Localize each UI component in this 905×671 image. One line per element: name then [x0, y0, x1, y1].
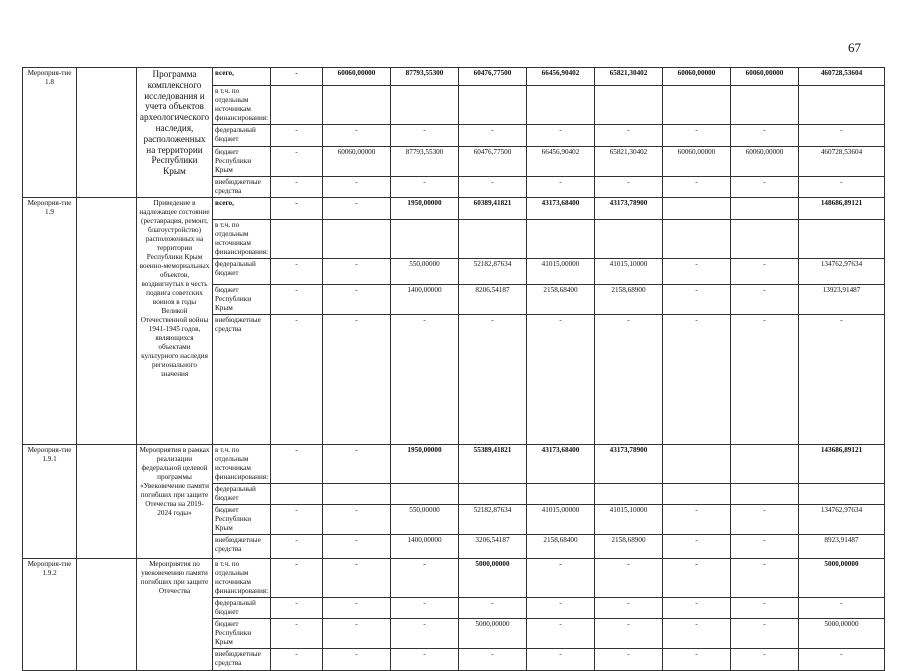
- measure-code: Мероприя-тие 1.9: [23, 198, 77, 445]
- table-row: [23, 68, 885, 86]
- amount-cell: -: [271, 68, 323, 86]
- measure-name: Программа комплексного исследования и учета объектов археологического наследия, расположенных на территории Республики Крым: [137, 68, 213, 198]
- amount-cell: -: [731, 315, 799, 445]
- amount-cell: -: [595, 177, 663, 198]
- funding-source: федеральный бюджет: [213, 125, 271, 147]
- amount-cell: [799, 220, 885, 259]
- amount-cell: -: [663, 559, 731, 598]
- amount-cell: -: [323, 649, 391, 671]
- amount-cell: -: [459, 315, 527, 445]
- amount-cell: 1950,00000: [391, 198, 459, 220]
- funding-source: бюджет Республики Крым: [213, 619, 271, 649]
- amount-cell: -: [391, 125, 459, 147]
- amount-cell: [323, 86, 391, 125]
- amount-cell: [731, 220, 799, 259]
- amount-cell: -: [663, 125, 731, 147]
- amount-cell: -: [271, 125, 323, 147]
- amount-cell: 65821,30402: [595, 147, 663, 177]
- amount-cell: 43173,78900: [595, 198, 663, 220]
- empty-cell: [77, 445, 137, 559]
- funding-source: внебюджетные средства: [213, 315, 271, 445]
- amount-cell: [271, 220, 323, 259]
- amount-cell: -: [323, 198, 391, 220]
- amount-cell: -: [663, 598, 731, 619]
- page-number: 67: [848, 40, 861, 55]
- measure-name: Мероприятия по увековечению памяти погибших при защите Отечества: [137, 559, 213, 671]
- amount-cell: -: [731, 649, 799, 671]
- amount-cell: 43173,78900: [595, 445, 663, 484]
- amount-cell: [459, 484, 527, 505]
- amount-cell: 52182,87634: [459, 259, 527, 285]
- amount-cell: -: [459, 177, 527, 198]
- amount-cell: -: [527, 619, 595, 649]
- amount-cell: 134762,97634: [799, 259, 885, 285]
- table-row: [23, 445, 885, 484]
- amount-cell: [271, 484, 323, 505]
- amount-cell: -: [323, 445, 391, 484]
- amount-cell: 1400,00000: [391, 285, 459, 315]
- amount-cell: 60476,77500: [459, 147, 527, 177]
- amount-cell: -: [323, 177, 391, 198]
- amount-cell: [459, 86, 527, 125]
- funding-source: бюджет Республики Крым: [213, 285, 271, 315]
- amount-cell: -: [391, 177, 459, 198]
- amount-cell: [663, 445, 731, 484]
- table-row: [23, 198, 885, 220]
- amount-cell: [663, 484, 731, 505]
- amount-cell: 60060,00000: [323, 147, 391, 177]
- amount-cell: -: [731, 535, 799, 559]
- amount-cell: 13923,91487: [799, 285, 885, 315]
- amount-cell: -: [391, 559, 459, 598]
- amount-cell: -: [527, 125, 595, 147]
- amount-cell: [663, 220, 731, 259]
- amount-cell: -: [271, 315, 323, 445]
- amount-cell: 5000,00000: [459, 559, 527, 598]
- amount-cell: [271, 86, 323, 125]
- amount-cell: -: [391, 315, 459, 445]
- amount-cell: -: [595, 125, 663, 147]
- amount-cell: 87793,55300: [391, 68, 459, 86]
- budget-table: [22, 67, 885, 671]
- amount-cell: -: [595, 598, 663, 619]
- funding-source: внебюджетные средства: [213, 535, 271, 559]
- empty-cell: [77, 198, 137, 445]
- amount-cell: -: [323, 535, 391, 559]
- amount-cell: -: [459, 649, 527, 671]
- amount-cell: 52182,87634: [459, 505, 527, 535]
- amount-cell: -: [459, 125, 527, 147]
- measure-code: Мероприя-тие 1.9.1: [23, 445, 77, 559]
- amount-cell: 143686,89121: [799, 445, 885, 484]
- amount-cell: 134762,97634: [799, 505, 885, 535]
- amount-cell: 148686,89121: [799, 198, 885, 220]
- amount-cell: 43173,68400: [527, 198, 595, 220]
- amount-cell: -: [663, 649, 731, 671]
- amount-cell: -: [271, 559, 323, 598]
- amount-cell: 2158,68900: [595, 535, 663, 559]
- amount-cell: -: [595, 315, 663, 445]
- funding-source: федеральный бюджет: [213, 484, 271, 505]
- amount-cell: 2158,68900: [595, 285, 663, 315]
- amount-cell: [323, 220, 391, 259]
- amount-cell: 550,00000: [391, 259, 459, 285]
- amount-cell: -: [271, 535, 323, 559]
- amount-cell: -: [663, 285, 731, 315]
- amount-cell: [527, 484, 595, 505]
- amount-cell: [391, 220, 459, 259]
- amount-cell: [595, 220, 663, 259]
- amount-cell: -: [271, 619, 323, 649]
- amount-cell: -: [731, 505, 799, 535]
- amount-cell: -: [391, 649, 459, 671]
- amount-cell: -: [323, 125, 391, 147]
- amount-cell: 60060,00000: [663, 147, 731, 177]
- funding-source: в т.ч. по отдельным источникам финансирования:: [213, 86, 271, 125]
- amount-cell: [595, 484, 663, 505]
- funding-source: всего,: [213, 198, 271, 220]
- amount-cell: -: [323, 259, 391, 285]
- amount-cell: [391, 484, 459, 505]
- amount-cell: -: [731, 598, 799, 619]
- amount-cell: 66456,90402: [527, 147, 595, 177]
- amount-cell: -: [527, 559, 595, 598]
- funding-source: федеральный бюджет: [213, 598, 271, 619]
- amount-cell: 60389,41821: [459, 198, 527, 220]
- amount-cell: 8206,54187: [459, 285, 527, 315]
- amount-cell: [527, 86, 595, 125]
- amount-cell: 60060,00000: [663, 68, 731, 86]
- amount-cell: 43173,68400: [527, 445, 595, 484]
- amount-cell: [799, 86, 885, 125]
- amount-cell: -: [595, 559, 663, 598]
- amount-cell: -: [527, 315, 595, 445]
- amount-cell: 87793,55300: [391, 147, 459, 177]
- amount-cell: -: [663, 315, 731, 445]
- amount-cell: -: [799, 315, 885, 445]
- funding-source: в т.ч. по отдельным источникам финансирования:: [213, 559, 271, 598]
- amount-cell: -: [527, 649, 595, 671]
- amount-cell: -: [731, 285, 799, 315]
- amount-cell: -: [271, 198, 323, 220]
- amount-cell: -: [595, 619, 663, 649]
- amount-cell: [731, 86, 799, 125]
- funding-source: внебюджетные средства: [213, 177, 271, 198]
- empty-cell: [77, 559, 137, 671]
- amount-cell: -: [731, 559, 799, 598]
- amount-cell: [663, 86, 731, 125]
- amount-cell: 8923,91487: [799, 535, 885, 559]
- amount-cell: 41015,10000: [595, 505, 663, 535]
- amount-cell: -: [799, 598, 885, 619]
- amount-cell: -: [271, 147, 323, 177]
- amount-cell: [731, 484, 799, 505]
- funding-source: бюджет Республики Крым: [213, 147, 271, 177]
- amount-cell: -: [799, 125, 885, 147]
- amount-cell: -: [527, 598, 595, 619]
- amount-cell: 66456,90402: [527, 68, 595, 86]
- amount-cell: -: [271, 505, 323, 535]
- amount-cell: 5000,00000: [799, 559, 885, 598]
- amount-cell: -: [323, 598, 391, 619]
- amount-cell: 460728,53604: [799, 68, 885, 86]
- amount-cell: -: [731, 259, 799, 285]
- amount-cell: -: [731, 177, 799, 198]
- amount-cell: -: [323, 505, 391, 535]
- amount-cell: [663, 198, 731, 220]
- amount-cell: [731, 445, 799, 484]
- amount-cell: 41015,00000: [527, 259, 595, 285]
- amount-cell: 1950,00000: [391, 445, 459, 484]
- amount-cell: 41015,10000: [595, 259, 663, 285]
- funding-source: всего,: [213, 68, 271, 86]
- amount-cell: -: [271, 445, 323, 484]
- amount-cell: -: [271, 259, 323, 285]
- amount-cell: 55389,41821: [459, 445, 527, 484]
- amount-cell: [323, 484, 391, 505]
- amount-cell: -: [731, 125, 799, 147]
- table-row: [23, 559, 885, 598]
- funding-source: в т.ч. по отдельным источникам финансирования:: [213, 220, 271, 259]
- amount-cell: [595, 86, 663, 125]
- amount-cell: 60476,77500: [459, 68, 527, 86]
- amount-cell: 60060,00000: [731, 68, 799, 86]
- amount-cell: -: [731, 619, 799, 649]
- amount-cell: 5000,00000: [459, 619, 527, 649]
- funding-source: внебюджетные средства: [213, 649, 271, 671]
- amount-cell: 5000,00000: [799, 619, 885, 649]
- amount-cell: 2158,68400: [527, 285, 595, 315]
- amount-cell: -: [663, 619, 731, 649]
- amount-cell: -: [271, 285, 323, 315]
- amount-cell: -: [271, 649, 323, 671]
- amount-cell: 2158,68400: [527, 535, 595, 559]
- amount-cell: [527, 220, 595, 259]
- amount-cell: -: [323, 315, 391, 445]
- amount-cell: 60060,00000: [731, 147, 799, 177]
- amount-cell: -: [799, 177, 885, 198]
- amount-cell: -: [799, 649, 885, 671]
- measure-code: Мероприя-тие 1.9.2: [23, 559, 77, 671]
- empty-cell: [77, 68, 137, 198]
- amount-cell: -: [595, 649, 663, 671]
- amount-cell: 41015,00000: [527, 505, 595, 535]
- amount-cell: [799, 484, 885, 505]
- amount-cell: 1400,00000: [391, 535, 459, 559]
- amount-cell: [391, 86, 459, 125]
- amount-cell: -: [663, 535, 731, 559]
- amount-cell: -: [391, 619, 459, 649]
- amount-cell: -: [663, 259, 731, 285]
- amount-cell: -: [323, 285, 391, 315]
- amount-cell: 3206,54187: [459, 535, 527, 559]
- amount-cell: 60060,00000: [323, 68, 391, 86]
- amount-cell: -: [459, 598, 527, 619]
- amount-cell: [731, 198, 799, 220]
- measure-name: Приведение в надлежащее состояние (реставрация, ремонт, благоустройство) расположенных на территории Республики Крым военно-мемориальных объектов, воздвигнутых в честь подвига советских воинов в годы Великой Отечественной войны 1941-1945 годов, являющихся объектами культурного наследия регионального значения: [137, 198, 213, 445]
- measure-code: Мероприя-тие 1.8: [23, 68, 77, 198]
- amount-cell: -: [527, 177, 595, 198]
- amount-cell: -: [271, 598, 323, 619]
- measure-name: Мероприятия в рамках реализации федеральной целевой программы «Увековечение памяти погибших при защите Отечества на 2019-2024 годы»: [137, 445, 213, 559]
- amount-cell: -: [391, 598, 459, 619]
- amount-cell: -: [271, 177, 323, 198]
- amount-cell: -: [663, 177, 731, 198]
- amount-cell: 550,00000: [391, 505, 459, 535]
- funding-source: в т.ч. по отдельным источникам финансирования:: [213, 445, 271, 484]
- amount-cell: [459, 220, 527, 259]
- amount-cell: 65821,30402: [595, 68, 663, 86]
- amount-cell: -: [663, 505, 731, 535]
- amount-cell: 460728,53604: [799, 147, 885, 177]
- amount-cell: -: [323, 559, 391, 598]
- amount-cell: -: [323, 619, 391, 649]
- funding-source: бюджет Республики Крым: [213, 505, 271, 535]
- funding-source: федеральный бюджет: [213, 259, 271, 285]
